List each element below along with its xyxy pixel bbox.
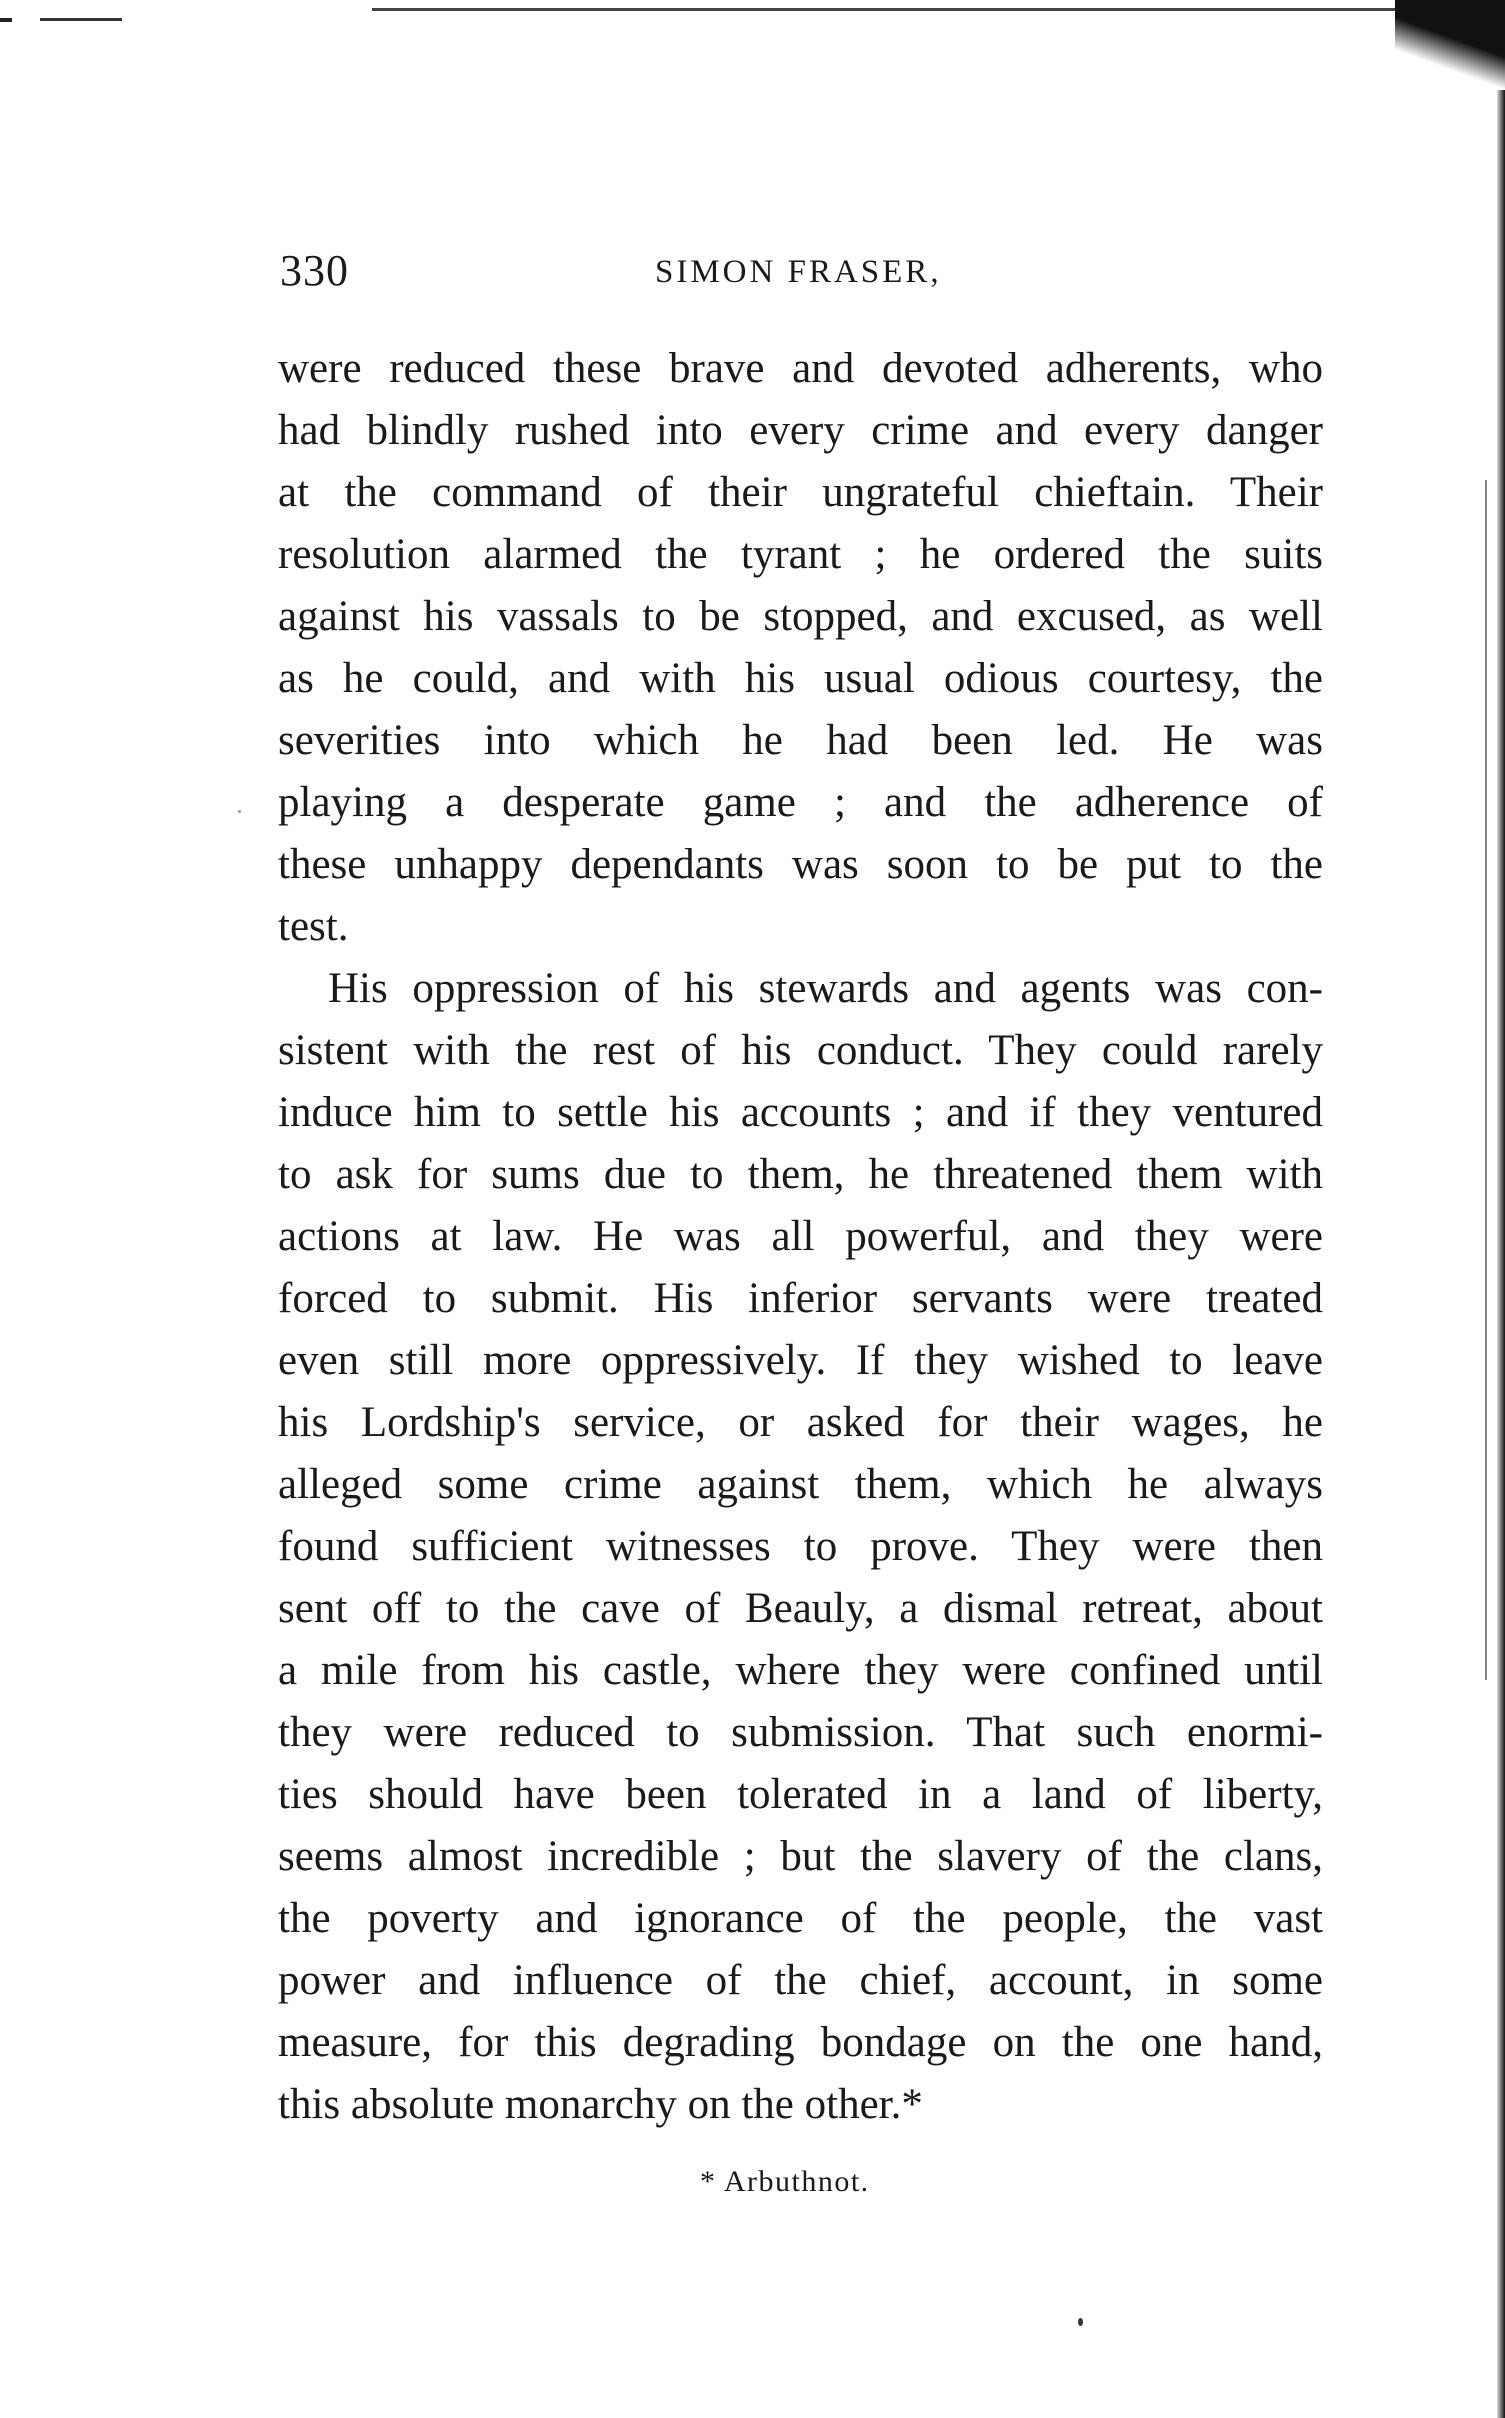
text-line: at the command of their ungrateful chieftain. Their: [278, 469, 1323, 516]
scan-mark-left: [0, 18, 12, 22]
text-line: to ask for sums due to them, he threatened them with: [278, 1151, 1323, 1198]
body-text: [278, 338, 1323, 2136]
text-line: seems almost incredible ; but the slavery of the clans,: [278, 1833, 1323, 1880]
text-line: ties should have been tolerated in a land of liberty,: [278, 1771, 1323, 1818]
text-line: these unhappy dependants was soon to be put to the: [278, 841, 1323, 888]
paragraph: [278, 958, 1323, 2136]
text-line: measure, for this degrading bondage on the one hand,: [278, 2019, 1323, 2066]
scan-top-rule: [372, 8, 1432, 11]
text-line: the poverty and ignorance of the people, the vast: [278, 1895, 1323, 1942]
scan-right-line: [1485, 480, 1487, 1680]
text-line: resolution alarmed the tyrant ; he ordered the suits: [278, 531, 1323, 578]
running-head: SIMON FRASER,: [655, 254, 942, 290]
text-line: this absolute monarchy on the other.*: [278, 2081, 923, 2128]
text-line: found sufficient witnesses to prove. They were then: [278, 1523, 1323, 1570]
text-line: a mile from his castle, where they were confined until: [278, 1647, 1323, 1694]
text-line: his Lordship's service, or asked for their wages, he: [278, 1399, 1323, 1446]
text-line: actions at law. He was all powerful, and they were: [278, 1213, 1323, 1260]
scan-right-edge: [1497, 90, 1505, 2418]
paragraph: [278, 338, 1323, 958]
text-line: playing a desperate game ; and the adherence of: [278, 779, 1323, 826]
scan-speck: [238, 810, 241, 813]
text-line: had blindly rushed into every crime and every danger: [278, 407, 1323, 454]
text-line: were reduced these brave and devoted adherents, who: [278, 345, 1323, 392]
text-line: they were reduced to submission. That such enormi-: [278, 1709, 1323, 1756]
scan-mark-line: [40, 18, 122, 21]
text-line: test.: [278, 903, 349, 950]
text-line: His oppression of his stewards and agents was con-: [328, 965, 1323, 1012]
text-line: as he could, and with his usual odious courtesy, the: [278, 655, 1323, 702]
scan-speck: [1078, 2318, 1083, 2326]
page-number: 330: [280, 246, 349, 295]
text-line: sent off to the cave of Beauly, a dismal retreat, about: [278, 1585, 1323, 1632]
text-line: induce him to settle his accounts ; and if they ventured: [278, 1089, 1323, 1136]
footnote: * Arbuthnot.: [700, 2165, 870, 2198]
text-line: even still more oppressively. If they wished to leave: [278, 1337, 1323, 1384]
scan-corner-shadow: [1395, 0, 1505, 110]
text-line: power and influence of the chief, account, in some: [278, 1957, 1323, 2004]
text-line: alleged some crime against them, which he always: [278, 1461, 1323, 1508]
text-line: severities into which he had been led. He was: [278, 717, 1323, 764]
text-line: forced to submit. His inferior servants were treated: [278, 1275, 1323, 1322]
text-line: sistent with the rest of his conduct. They could rarely: [278, 1027, 1323, 1074]
text-line: against his vassals to be stopped, and excused, as well: [278, 593, 1323, 640]
